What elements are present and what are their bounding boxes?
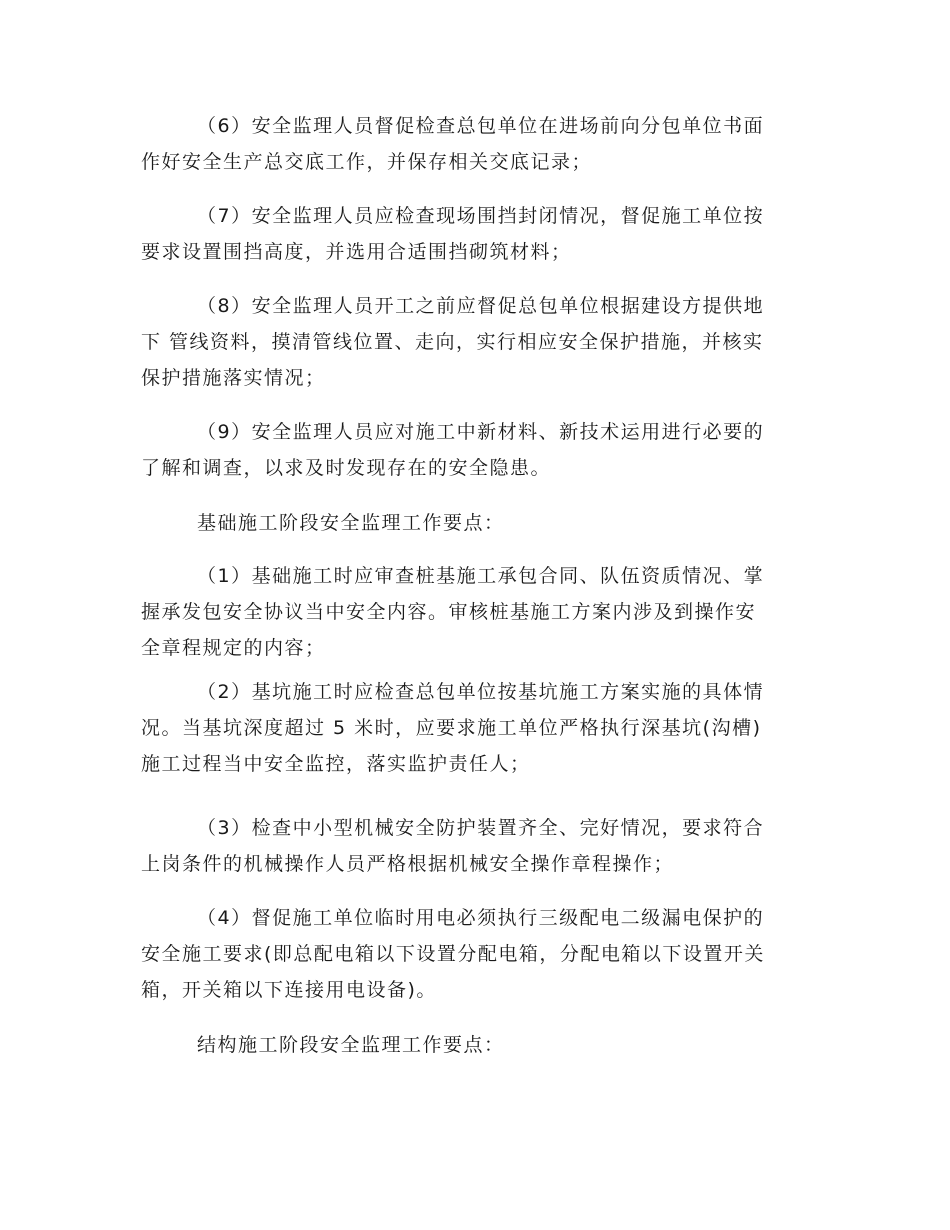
paragraph-item-7	[141, 198, 809, 270]
text-line: 作好安全生产总交底工作，并保存相关交底记录；	[141, 151, 593, 173]
text-line: 全章程规定的内容；	[141, 637, 326, 659]
text-line: 下 管线资料，摸清管线位置、走向，实行相应安全保护措施，并核实	[141, 331, 764, 353]
text-line: 箱，开关箱以下连接用电设备)。	[141, 979, 437, 1001]
text-line: （4）督促施工单位临时用电必须执行三级配电二级漏电保护的	[197, 907, 765, 929]
text-line: 上岗条件的机械操作人员严格根据机械安全操作章程操作；	[141, 853, 675, 875]
text-line: （2）基坑施工时应检查总包单位按基坑施工方案实施的具体情	[197, 681, 765, 703]
text-line: 了解和调查，以求及时发现存在的安全隐患。	[141, 457, 552, 479]
text-line: 安全施工要求(即总配电箱以下设置分配电箱，分配电箱以下设置开关	[141, 943, 765, 965]
text-line: 保护措施落实情况；	[141, 367, 326, 389]
section-heading-foundation: 基础施工阶段安全监理工作要点：	[197, 512, 505, 534]
paragraph-item-1	[141, 558, 809, 666]
text-line: （1）基础施工时应审查桩基施工承包合同、队伍资质情况、掌	[197, 565, 765, 587]
section-heading-structure: 结构施工阶段安全监理工作要点：	[197, 1034, 505, 1056]
text-line: （7）安全监理人员应检查现场围挡封闭情况，督促施工单位按	[197, 205, 765, 227]
paragraph-item-8	[141, 288, 809, 396]
paragraph-item-3	[141, 810, 809, 882]
text-line: 况。当基坑深度超过 5 米时，应要求施工单位严格执行深基坑(沟槽)	[141, 717, 762, 739]
paragraph-item-4	[141, 900, 809, 1008]
text-line: （3）检查中小型机械安全防护装置齐全、完好情况，要求符合	[197, 817, 765, 839]
paragraph-item-9	[141, 414, 809, 486]
paragraph-item-2	[141, 674, 809, 782]
text-line: （6）安全监理人员督促检查总包单位在进场前向分包单位书面	[197, 115, 765, 137]
text-line: （9）安全监理人员应对施工中新材料、新技术运用进行必要的	[197, 421, 765, 443]
text-line: 施工过程当中安全监控，落实监护责任人；	[141, 753, 531, 775]
paragraph-item-6	[141, 108, 809, 180]
text-line: 要求设置围挡高度，并选用合适围挡砌筑材料；	[141, 241, 572, 263]
text-line: （8）安全监理人员开工之前应督促总包单位根据建设方提供地	[197, 295, 765, 317]
text-line: 握承发包安全协议当中安全内容。审核桩基施工方案内涉及到操作安	[141, 601, 757, 623]
